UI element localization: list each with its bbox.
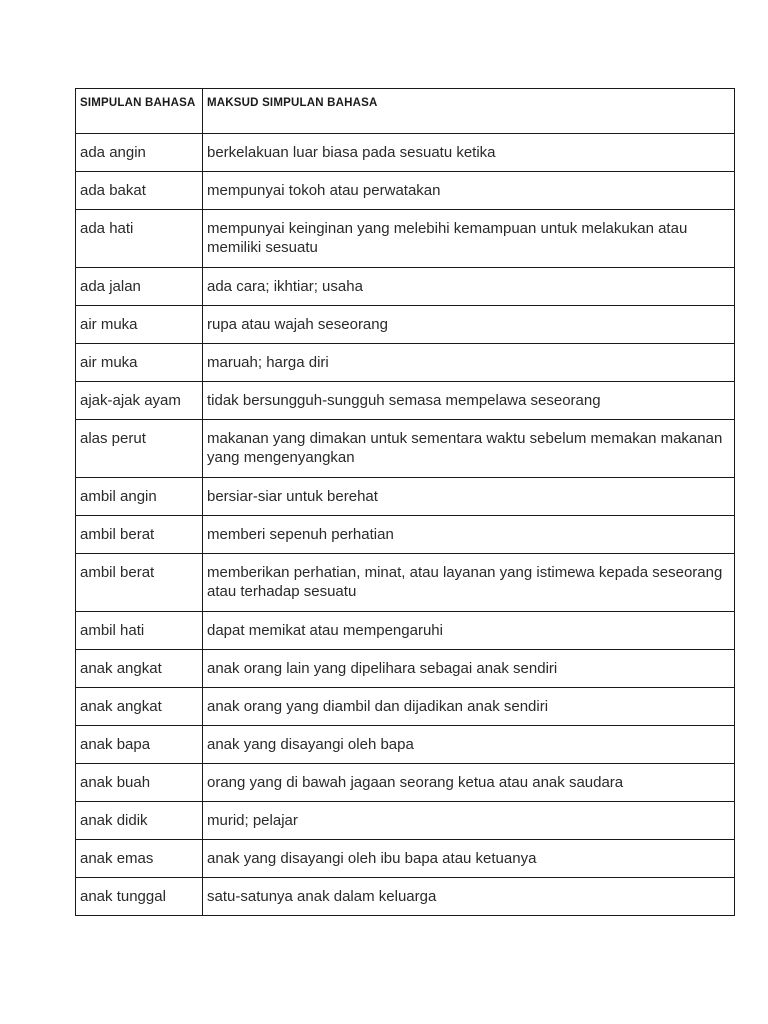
header-meaning: MAKSUD SIMPULAN BAHASA xyxy=(203,89,735,134)
table-row xyxy=(76,344,735,382)
simpulan-bahasa-table xyxy=(75,88,735,916)
term-cell: anak tunggal xyxy=(76,878,203,916)
meaning-cell: anak orang yang diambil dan dijadikan anak sendiri xyxy=(203,688,735,726)
table-header xyxy=(76,89,735,134)
meaning-cell: memberi sepenuh perhatian xyxy=(203,516,735,554)
meaning-cell: mempunyai keinginan yang melebihi kemampuan untuk melakukan atau memiliki sesuatu xyxy=(203,210,735,268)
term-cell: ada hati xyxy=(76,210,203,268)
meaning-cell: rupa atau wajah seseorang xyxy=(203,306,735,344)
term-cell: alas perut xyxy=(76,420,203,478)
meaning-cell: satu-satunya anak dalam keluarga xyxy=(203,878,735,916)
table-row xyxy=(76,688,735,726)
meaning-cell: bersiar-siar untuk berehat xyxy=(203,478,735,516)
table-row xyxy=(76,764,735,802)
meaning-cell: berkelakuan luar biasa pada sesuatu ketika xyxy=(203,134,735,172)
term-cell: ambil angin xyxy=(76,478,203,516)
term-cell: ambil berat xyxy=(76,554,203,612)
term-cell: anak angkat xyxy=(76,688,203,726)
header-term: SIMPULAN BAHASA xyxy=(76,89,203,134)
table-row xyxy=(76,210,735,268)
meaning-cell: ada cara; ikhtiar; usaha xyxy=(203,268,735,306)
term-cell: air muka xyxy=(76,306,203,344)
table-row xyxy=(76,802,735,840)
table-row xyxy=(76,382,735,420)
meaning-cell: maruah; harga diri xyxy=(203,344,735,382)
term-cell: anak didik xyxy=(76,802,203,840)
header-row xyxy=(76,89,735,134)
table-row xyxy=(76,478,735,516)
table-row xyxy=(76,268,735,306)
term-cell: anak bapa xyxy=(76,726,203,764)
term-cell: ada bakat xyxy=(76,172,203,210)
meaning-cell: anak yang disayangi oleh bapa xyxy=(203,726,735,764)
table-row xyxy=(76,650,735,688)
term-cell: anak buah xyxy=(76,764,203,802)
meaning-cell: memberikan perhatian, minat, atau layanan yang istimewa kepada seseorang atau terhadap sesuatu xyxy=(203,554,735,612)
term-cell: anak emas xyxy=(76,840,203,878)
term-cell: air muka xyxy=(76,344,203,382)
term-cell: anak angkat xyxy=(76,650,203,688)
meaning-cell: orang yang di bawah jagaan seorang ketua atau anak saudara xyxy=(203,764,735,802)
meaning-cell: tidak bersungguh-sungguh semasa mempelawa seseorang xyxy=(203,382,735,420)
meaning-cell: dapat memikat atau mempengaruhi xyxy=(203,612,735,650)
term-cell: ambil hati xyxy=(76,612,203,650)
term-cell: ajak-ajak ayam xyxy=(76,382,203,420)
table-row xyxy=(76,516,735,554)
table-row xyxy=(76,134,735,172)
term-cell: ambil berat xyxy=(76,516,203,554)
meaning-cell: murid; pelajar xyxy=(203,802,735,840)
meaning-cell: mempunyai tokoh atau perwatakan xyxy=(203,172,735,210)
meaning-cell: makanan yang dimakan untuk sementara waktu sebelum memakan makanan yang mengenyangkan xyxy=(203,420,735,478)
table-row xyxy=(76,726,735,764)
table-row xyxy=(76,172,735,210)
table-row xyxy=(76,554,735,612)
table-row xyxy=(76,612,735,650)
meaning-cell: anak yang disayangi oleh ibu bapa atau ketuanya xyxy=(203,840,735,878)
table-row xyxy=(76,420,735,478)
meaning-cell: anak orang lain yang dipelihara sebagai anak sendiri xyxy=(203,650,735,688)
table-row xyxy=(76,306,735,344)
term-cell: ada angin xyxy=(76,134,203,172)
term-cell: ada jalan xyxy=(76,268,203,306)
table-row xyxy=(76,840,735,878)
table-body xyxy=(76,134,735,916)
table-row xyxy=(76,878,735,916)
